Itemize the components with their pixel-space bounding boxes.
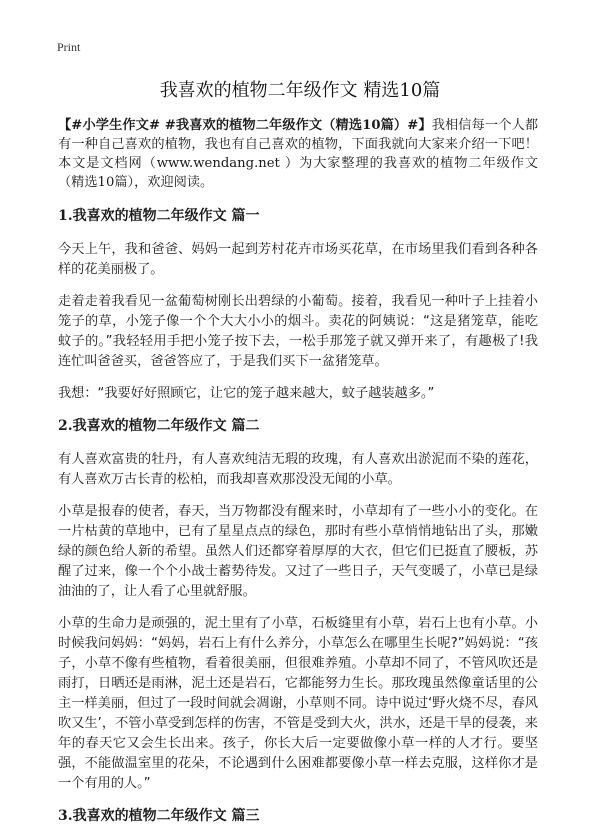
paragraph: 小草的生命力是顽强的，泥土里有了小草，石板缝里有小草，岩石上也有小草。小时候我问妈妈：“妈妈，岩石上有什么养分，小草怎么在哪里生长呢?”妈妈说：“孩子，小草不像有些植物，看着很美丽，但很难养殖。小草却不同了，不管风吹还是雨打，日晒还是雨淋，泥土还是岩石，它都能努力生长。那玫瑰虽然像童话里的公主一样美丽，但过了一段时间就会凋谢，小草则不同。诗中说过‘野火烧不尽，春风吹又生’，不管小草受到怎样的伤害，不管是受到大火，洪水，还是干旱的侵袭，来年的春天它又会生长出来。孩子，你长大后一定要做像小草一样的人才行。要坚强，不能做温室里的花朵，不论遇到什么困难都要像小草一样去克服，这样你才是一个有用的人。” — [58, 616, 538, 791]
print-label[interactable]: Print — [57, 40, 81, 54]
section-heading-3: 3.我喜欢的植物二年级作文 篇三 — [58, 808, 260, 824]
paragraph: 小草是报春的使者，春天，当万物都没有醒来时，小草却有了一些小小的变化。在一片枯黄的草地中，已有了星星点点的绿色，那时有些小草悄悄地钻出了头，那嫩绿的颜色给人新的希望。虽然人们还都穿着厚厚的大衣，但它们已挺直了腰板，苏醒了过来，像一个个小战士蓄势待发。又过了一些日子，天气变暖了，小草已是绿油油的了，让人看了心里就舒服。 — [58, 504, 538, 599]
paragraph: 走着走着我看见一盆葡萄树刚长出碧绿的小葡萄。接着，我看见一种叶子上挂着小笼子的草，小笼子像一个个大大小小的烟斗。卖花的阿姨说：“这是猪笼草，能吃蚊子的。”我轻轻用手把小笼子按下去，一松手那笼子就又弹开来了，有趣极了!我连忙叫爸爸买，爸爸答应了，于是我们买下一盆猪笼草。 — [58, 294, 538, 369]
page-title: 我喜欢的植物二年级作文 精选10篇 — [159, 80, 441, 101]
section-heading-1: 1.我喜欢的植物二年级作文 篇一 — [58, 208, 260, 224]
paragraph: 有人喜欢富贵的牡丹，有人喜欢纯洁无瑕的玫瑰，有人喜欢出淤泥而不染的莲花，有人喜欢万古长青的松柏，而我却喜欢那没没无闻的小草。 — [58, 452, 538, 487]
intro-text: 我相信每一个人都有一种自己喜欢的植物，我也有自己喜欢的植物，下面我就向大家来介绍一下吧！本文是文档网（www.wendang.net ）为大家整理的我喜欢的植物二年级作文（精选10篇），欢迎阅读。 — [58, 118, 539, 190]
paragraph: 今天上午，我和爸爸、妈妈一起到芳村花卉市场买花草，在市场里我们看到各种各样的花美丽极了。 — [58, 242, 538, 277]
section-heading-2: 2.我喜欢的植物二年级作文 篇二 — [58, 418, 260, 434]
paragraph: 我想：“我要好好照顾它，让它的笼子越来越大，蚊子越装越多。” — [58, 386, 435, 401]
intro-lead: 【#小学生作文# #我喜欢的植物二年级作文（精选10篇）#】 — [58, 118, 432, 133]
article-body — [58, 116, 538, 840]
intro-paragraph — [58, 116, 538, 192]
